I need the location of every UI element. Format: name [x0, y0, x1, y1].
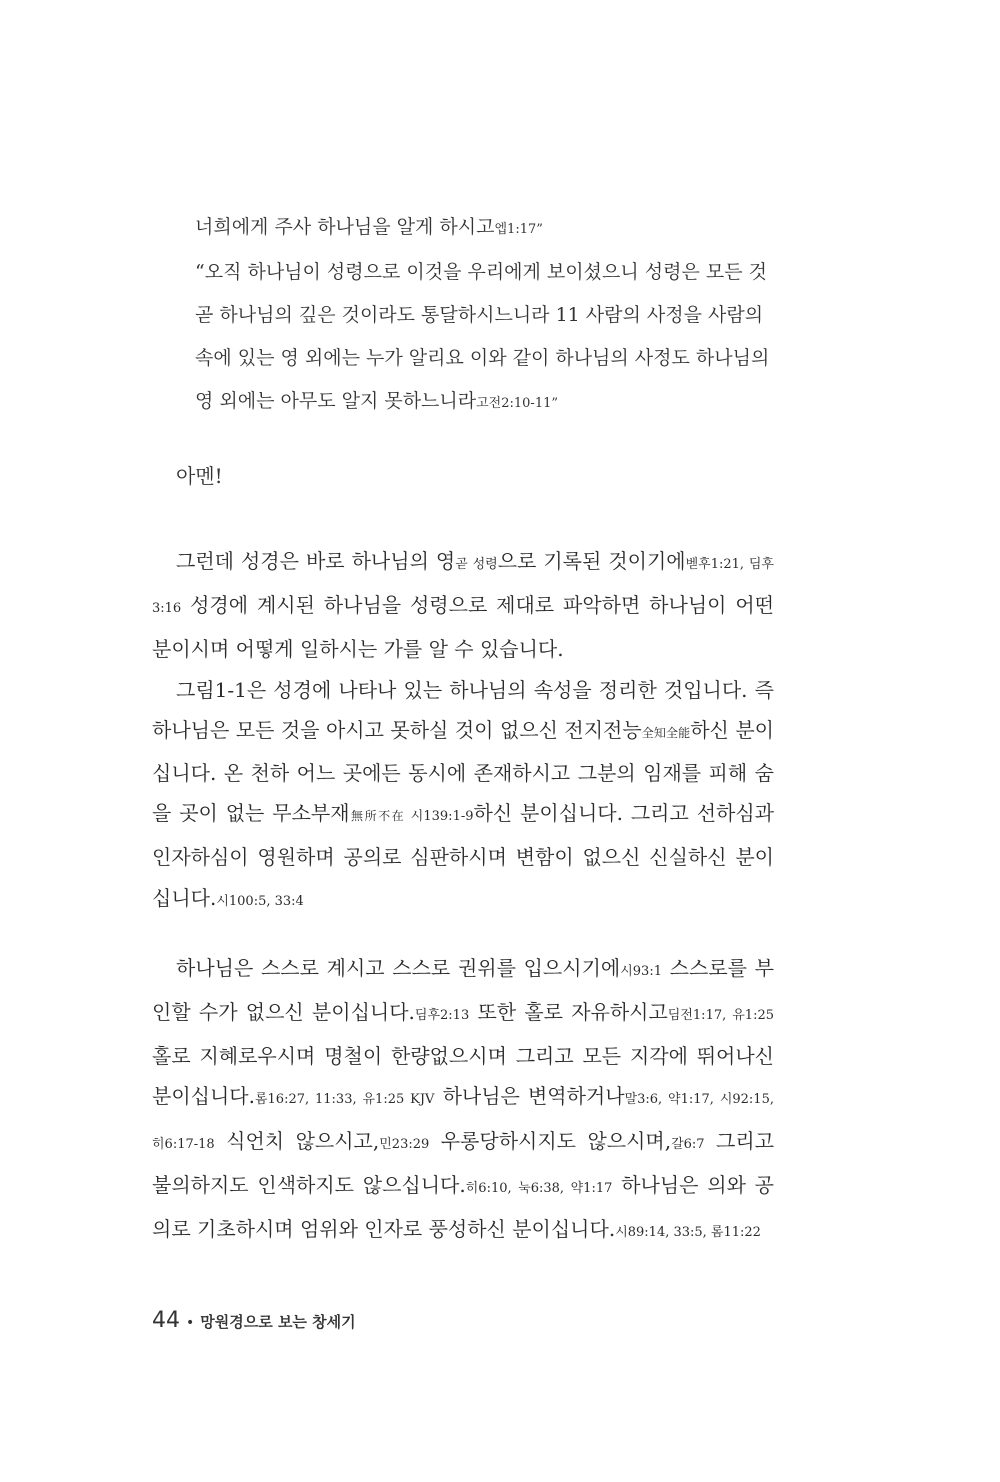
quote-line — [195, 206, 775, 251]
paragraph-text: 스스로를 부인할 수가 없으신 분이십니다. — [152, 955, 774, 1025]
body-text — [152, 541, 774, 1253]
quote-close-mark: ” — [536, 222, 543, 237]
quote-paragraph — [195, 251, 775, 425]
paragraph — [152, 670, 774, 922]
verse-reference: 딤후2:13 — [414, 1008, 470, 1024]
hanja-note: 全知全能 — [641, 725, 691, 740]
paragraph-text: 식언치 않으시고, — [214, 1128, 380, 1153]
quote-text: “오직 하나님이 성령으로 이것을 우리에게 보이셨으니 성령은 모든 것 곧 하나님의 깊은 것이라도 통달하시느니라 11 사람의 사정을 사람의 속에 있는 영 외에는 누가 알리요 이와 같이 하나님의 사정도 하나님의 영 외에는 아무도 알지 못하느니라 — [195, 261, 770, 412]
verse-reference: 말3:6, 약1:17, 시92:15, 히6:17-18 — [152, 1092, 774, 1152]
paragraph-text: 그리고 불의하지도 인색하지도 않으십니다. — [152, 1128, 775, 1197]
paragraph — [152, 541, 774, 670]
bullet-separator: • — [186, 1315, 195, 1331]
verse-reference: 시100:5, 33:4 — [216, 893, 304, 909]
inline-note: 곧 성령 — [455, 557, 498, 572]
verse-reference: 갈6:7 — [671, 1136, 705, 1152]
verse-reference: 벧후1:21, 딤후3:16 — [152, 557, 774, 617]
quote-close-mark: ” — [551, 396, 559, 411]
paragraph-text: 성경에 계시된 하나님을 성령으로 제대로 파악하면 하나님이 어떤 분이시며 어떻게 일하시는 가를 알 수 있습니다. — [152, 593, 774, 662]
paragraph-text: 하나님은 변역하거나 — [434, 1084, 625, 1109]
scripture-quote — [195, 206, 775, 425]
paragraph-text: 으로 기록된 것이기에 — [497, 549, 686, 573]
paragraph-text: 하신 분이십니다. 온 천하 어느 곳에든 동시에 존재하시고 그분의 임재를 피해 숨을 곳이 없는 무소부재 — [152, 717, 774, 826]
amen-line: 아멘! — [176, 464, 223, 488]
book-title: 망원경으로 보는 창세기 — [200, 1313, 356, 1331]
verse-reference: 딤전1:17, 유1:25 — [667, 1008, 774, 1024]
paragraph-text: 하나님은 스스로 계시고 스스로 권위를 입으시기에 — [176, 955, 621, 980]
verse-reference: 시139:1-9 — [405, 809, 474, 825]
paragraph-text: 또한 홀로 자유하시고 — [469, 1000, 668, 1025]
verse-reference: 시93:1 — [620, 963, 662, 979]
paragraph — [152, 948, 774, 1253]
paragraph-text: 그림1-1은 성경에 나타나 있는 하나님의 속성을 정리한 것입니다. 즉 하나님은 모든 것을 아시고 못하실 것이 없으신 전지전능 — [152, 677, 774, 742]
paragraph-text: 그런데 성경은 바로 하나님의 영 — [176, 549, 456, 573]
verse-reference: 시89:14, 33:5, 롬11:22 — [615, 1225, 761, 1241]
paragraph-text: 하나님은 의와 공의로 기초하시며 엄위와 인자로 풍성하신 분이십니다. — [152, 1172, 774, 1242]
page-number: 44 — [152, 1308, 180, 1333]
hanja-note: 無所不在 — [349, 809, 406, 824]
verse-reference: 고전2:10-11 — [476, 396, 552, 411]
verse-reference: 히6:10, 눅6:38, 약1:17 — [465, 1180, 613, 1196]
quote-text: 너희에게 주사 하나님을 알게 하시고 — [195, 216, 495, 238]
verse-reference: 엡1:17 — [494, 222, 537, 237]
verse-reference: 민23:29 — [379, 1136, 430, 1152]
verse-reference: 롬16:27, 11:33, 유1:25 KJV — [254, 1092, 435, 1108]
paragraph-text: 홀로 지혜로우시며 명철이 한량없으시며 그리고 모든 지각에 뛰어나신 분이십니다. — [152, 1044, 775, 1109]
paragraph-text: 하신 분이십니다. 그리고 선하심과 인자하심이 영원하며 공의로 심판하시며 변함이 없으신 신실하신 분이십니다. — [152, 801, 774, 910]
paragraph-text: 우롱당하시지도 않으시며, — [429, 1128, 672, 1153]
page-footer — [152, 1308, 356, 1333]
